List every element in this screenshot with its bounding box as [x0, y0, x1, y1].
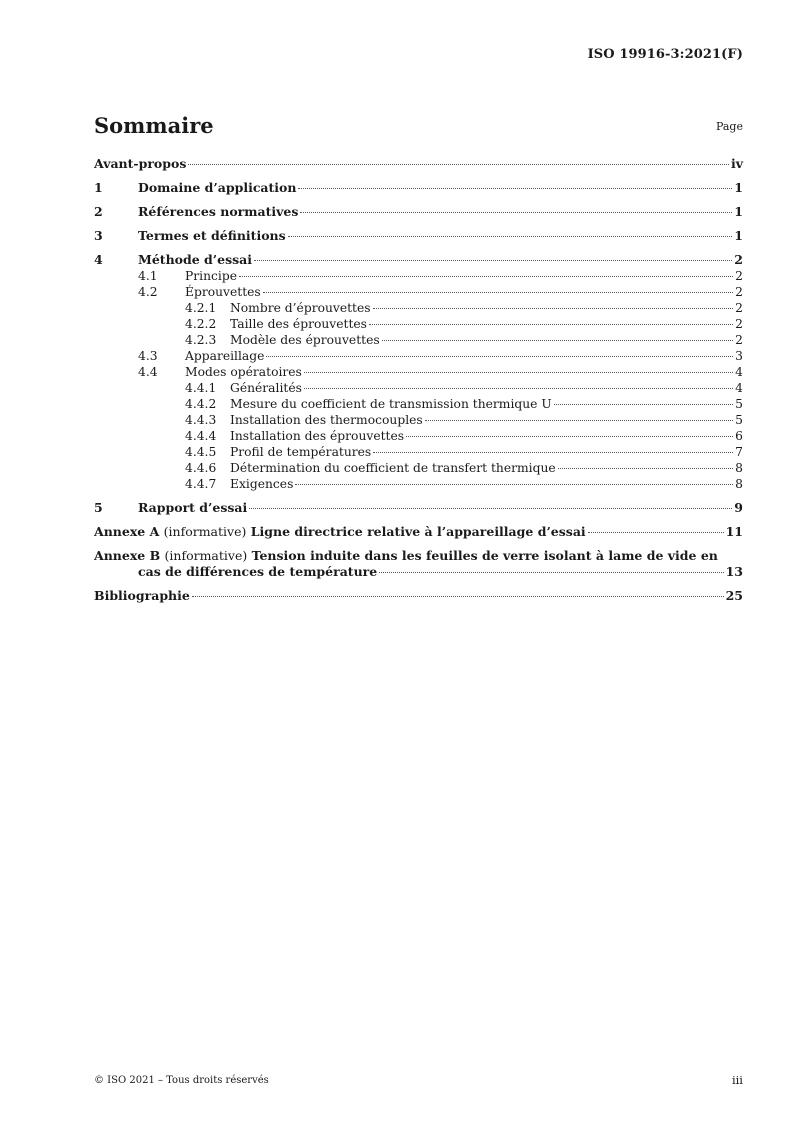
toc-label: Mesure du coefficient de transmission thermique U [230, 397, 552, 411]
toc-page: 5 [735, 413, 743, 427]
toc-entry-4-1[interactable] [94, 268, 743, 284]
toc-label: Exigences [230, 477, 294, 491]
table-of-contents [94, 156, 743, 604]
toc-page: 11 [725, 524, 743, 539]
toc-label: Rapport d’essai [138, 500, 248, 515]
toc-label: Méthode d’essai [138, 252, 253, 267]
toc-leader [382, 340, 733, 341]
toc-page: 2 [734, 252, 743, 267]
toc-page: 4 [735, 381, 743, 395]
toc-leader [192, 596, 724, 597]
toc-leader [304, 372, 733, 373]
toc-entry-annex-a[interactable] [94, 524, 743, 540]
toc-page: iv [730, 156, 743, 171]
toc-label: Avant-propos [94, 156, 187, 171]
toc-leader [554, 404, 733, 405]
toc-label: Appareillage [185, 349, 265, 363]
toc-label: Profil de températures [230, 445, 372, 459]
toc-page: 4 [735, 365, 743, 379]
annex-kind: (informative) [164, 548, 248, 563]
toc-page: 2 [735, 317, 743, 331]
toc-leader [300, 212, 732, 213]
toc-entry-4-4-6[interactable] [94, 460, 743, 476]
annex-b-line-2 [94, 564, 743, 580]
toc-number: 4.4.4 [185, 429, 217, 443]
footer-copyright: © ISO 2021 – Tous droits réservés [94, 1075, 269, 1086]
toc-number: 3 [94, 228, 103, 243]
toc-leader [249, 508, 732, 509]
toc-entry-5[interactable] [94, 500, 743, 516]
toc-label [94, 524, 586, 540]
toc-label: Installation des thermocouples [230, 413, 423, 427]
toc-entry-4-2-2[interactable] [94, 316, 743, 332]
toc-number: 4.2.1 [185, 301, 217, 315]
toc-page: 2 [735, 333, 743, 347]
toc-entry-4-2[interactable] [94, 284, 743, 300]
toc-leader [254, 260, 732, 261]
toc-entry-4-4-4[interactable] [94, 428, 743, 444]
toc-page: 9 [734, 500, 743, 515]
toc-number: 4.1 [138, 269, 158, 283]
toc-number: 4.4.2 [185, 397, 217, 411]
toc-entry-4-4-2[interactable] [94, 396, 743, 412]
toc-label: Installation des éprouvettes [230, 429, 405, 443]
toc-entry-4-4-1[interactable] [94, 380, 743, 396]
toc-entry-1[interactable] [94, 180, 743, 196]
toc-page: 5 [735, 397, 743, 411]
toc-leader [588, 532, 724, 533]
annex-title: Ligne directrice relative à l’appareillage d’essai [250, 524, 586, 539]
toc-label: Références normatives [138, 204, 299, 219]
toc-label: Modes opératoires [185, 365, 302, 379]
toc-leader [298, 188, 732, 189]
toc-entry-4-4-7[interactable] [94, 476, 743, 492]
toc-label: Détermination du coefficient de transfert thermique [230, 461, 556, 475]
toc-label: Nombre d’éprouvettes [230, 301, 371, 315]
toc-number: 4.4.5 [185, 445, 217, 459]
toc-entry-4-3[interactable] [94, 348, 743, 364]
toc-number: 4.2 [138, 285, 158, 299]
annex-b-line-1 [94, 548, 743, 564]
toc-entry-4-2-3[interactable] [94, 332, 743, 348]
toc-label: Domaine d’application [138, 180, 297, 195]
annex-title-line-2: cas de différences de température [138, 564, 378, 579]
toc-leader [369, 324, 733, 325]
toc-number: 2 [94, 204, 103, 219]
toc-number: 1 [94, 180, 103, 195]
toc-leader [406, 436, 733, 437]
toc-page: 8 [735, 461, 743, 475]
toc-label: Taille des éprouvettes [230, 317, 367, 331]
toc-page: 6 [735, 429, 743, 443]
toc-page: 2 [735, 285, 743, 299]
toc-page: 2 [735, 301, 743, 315]
toc-page: 8 [735, 477, 743, 491]
toc-leader [373, 308, 734, 309]
toc-leader [558, 468, 734, 469]
toc-leader [425, 420, 733, 421]
annex-kind: (informative) [163, 524, 247, 539]
toc-label: Termes et définitions [138, 228, 286, 243]
toc-leader [304, 388, 733, 389]
toc-leader [373, 452, 733, 453]
toc-label: Généralités [230, 381, 302, 395]
toc-number: 4.3 [138, 349, 158, 363]
toc-leader [266, 356, 733, 357]
toc-label: Éprouvettes [185, 285, 261, 299]
document-id: ISO 19916-3:2021(F) [587, 47, 743, 62]
toc-page: 3 [735, 349, 743, 363]
toc-leader [288, 236, 733, 237]
page-column-label: Page [715, 120, 743, 133]
toc-number: 4.4 [138, 365, 158, 379]
toc-label: Principe [185, 269, 237, 283]
toc-entry-4[interactable] [94, 252, 743, 268]
toc-leader [188, 164, 729, 165]
toc-number: 4.4.7 [185, 477, 217, 491]
toc-entry-annex-b[interactable] [94, 548, 743, 580]
footer-page-number: iii [731, 1073, 743, 1087]
toc-number: 5 [94, 500, 103, 515]
toc-page: 1 [734, 204, 743, 219]
toc-entry-2[interactable] [94, 204, 743, 220]
toc-entry-foreword[interactable] [94, 156, 743, 172]
toc-page: 25 [725, 588, 743, 603]
toc-number: 4.2.3 [185, 333, 217, 347]
toc-page: 7 [735, 445, 743, 459]
toc-label: Modèle des éprouvettes [230, 333, 380, 347]
toc-page: 1 [734, 228, 743, 243]
toc-label: Bibliographie [94, 588, 190, 603]
annex-title-line-1: Tension induite dans les feuilles de verre isolant à lame de vide en [251, 548, 718, 563]
toc-number: 4.4.1 [185, 381, 217, 395]
toc-leader [263, 292, 733, 293]
toc-entry-4-4-5[interactable] [94, 444, 743, 460]
toc-page: 2 [735, 269, 743, 283]
toc-number: 4.4.6 [185, 461, 217, 475]
toc-leader [379, 572, 723, 573]
toc-page: 13 [725, 564, 743, 579]
annex-prefix: Annexe B [94, 548, 161, 563]
toc-entry-4-4-3[interactable] [94, 412, 743, 428]
toc-leader [239, 276, 733, 277]
toc-number: 4.2.2 [185, 317, 217, 331]
toc-entry-3[interactable] [94, 228, 743, 244]
toc-number: 4.4.3 [185, 413, 217, 427]
toc-leader [295, 484, 733, 485]
toc-page: 1 [734, 180, 743, 195]
toc-entry-4-4[interactable] [94, 364, 743, 380]
annex-prefix: Annexe A [94, 524, 160, 539]
toc-entry-bibliography[interactable] [94, 588, 743, 604]
toc-entry-4-2-1[interactable] [94, 300, 743, 316]
toc-number: 4 [94, 252, 103, 267]
page-title: Sommaire [94, 113, 214, 138]
